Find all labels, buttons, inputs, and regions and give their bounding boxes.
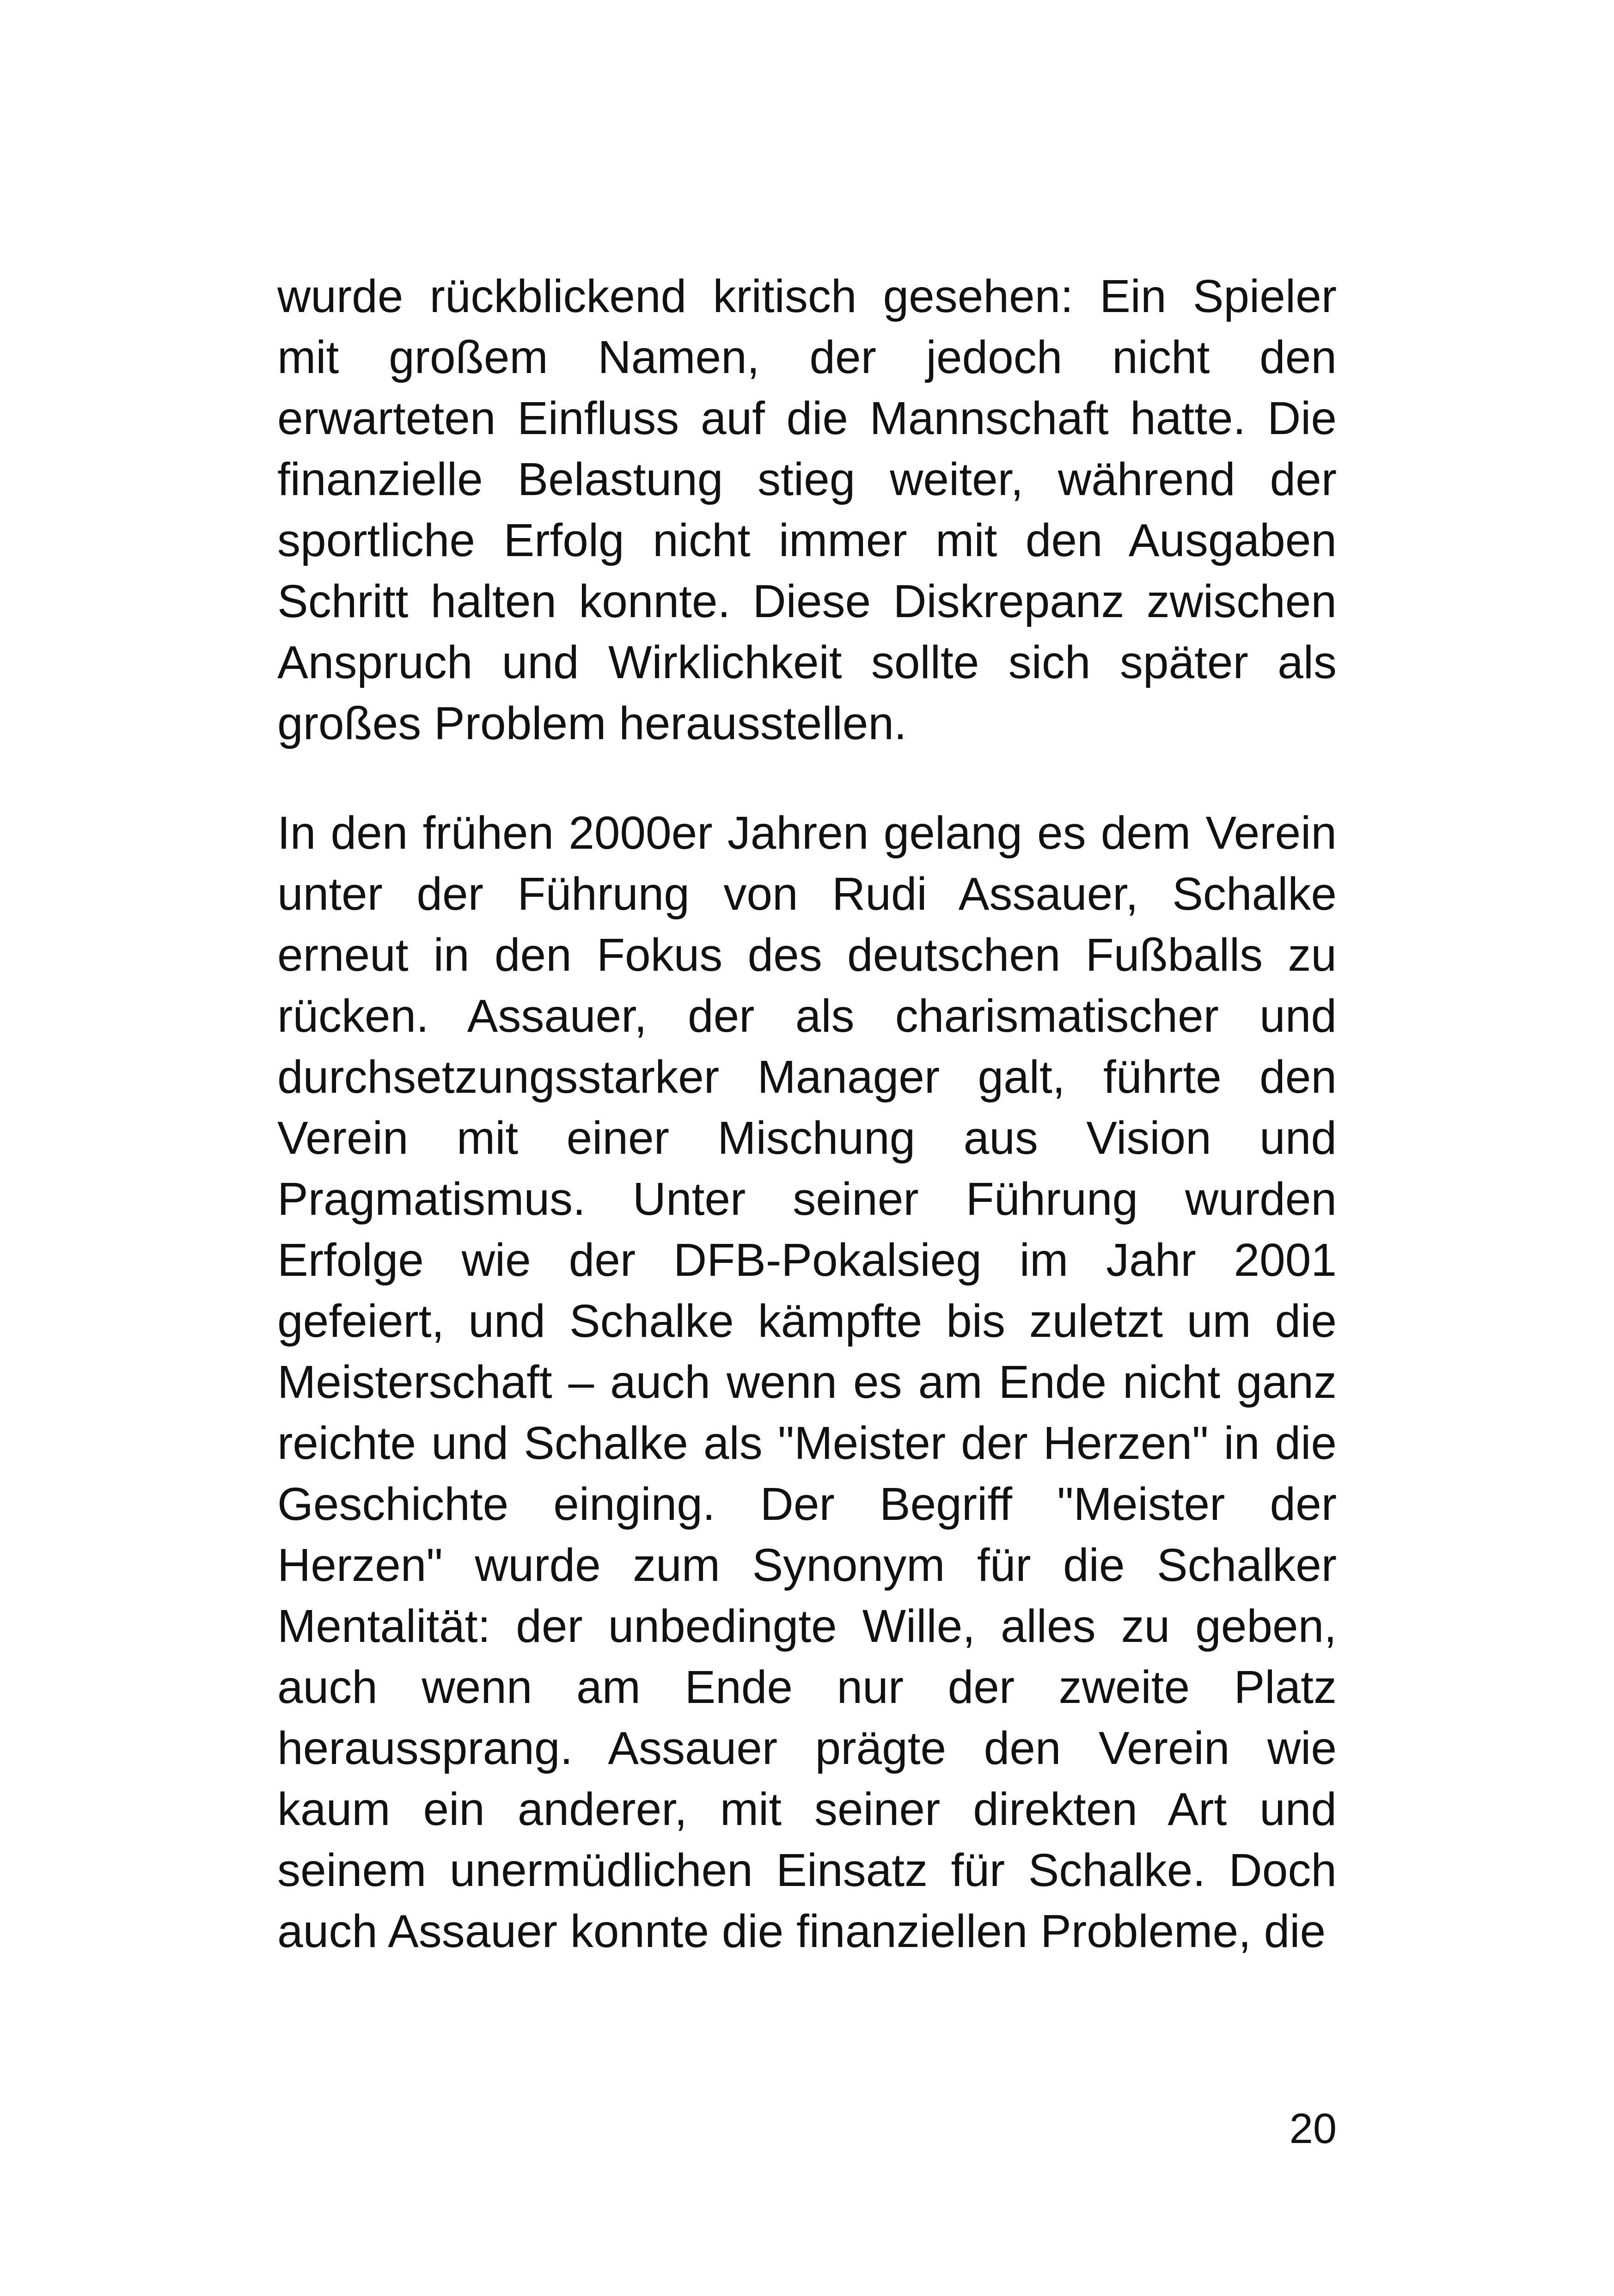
body-text: [277, 266, 1337, 1962]
page-number: 20: [1289, 2105, 1337, 2152]
paragraph-1: wurde rückblickend kritisch gesehen: Ein Spieler mit großem Namen, der jedoch nicht den erwarteten Einfluss auf die Mannschaft hatte. Die finanzielle Belastung stieg weiter, während der sportliche Erfolg nicht immer mit den Ausgaben Schritt halten konnte. Diese Diskrepanz zwischen Anspruch und Wirklichkeit sollte sich später als großes Problem herausstellen.: [277, 270, 1337, 749]
paragraph-2: In den frühen 2000er Jahren gelang es dem Verein unter der Führung von Rudi Assauer, Schalke erneut in den Fokus des deutschen Fußballs zu rücken. Assauer, der als charismatischer und durchsetzungsstarker Manager galt, führte den Verein mit einer Mischung aus Vision und Pragmatismus. Unter seiner Führung wurden Erfolge wie der DFB-Pokalsieg im Jahr 2001 gefeiert, und Schalke kämpfte bis zuletzt um die Meisterschaft – auch wenn es am Ende nicht ganz reichte und Schalke als "Meister der Herzen" in die Geschichte einging. Der Begriff "Meister der Herzen" wurde zum Synonym für die Schalker Mentalität: der unbedingte Wille, alles zu geben, auch wenn am Ende nur der zweite Platz heraussprang. Assauer prägte den Verein wie kaum ein anderer, mit seiner direkten Art und seinem unermüdlichen Einsatz für Schalke. Doch auch Assauer konnte die finanziellen Probleme, die: [277, 807, 1337, 1957]
